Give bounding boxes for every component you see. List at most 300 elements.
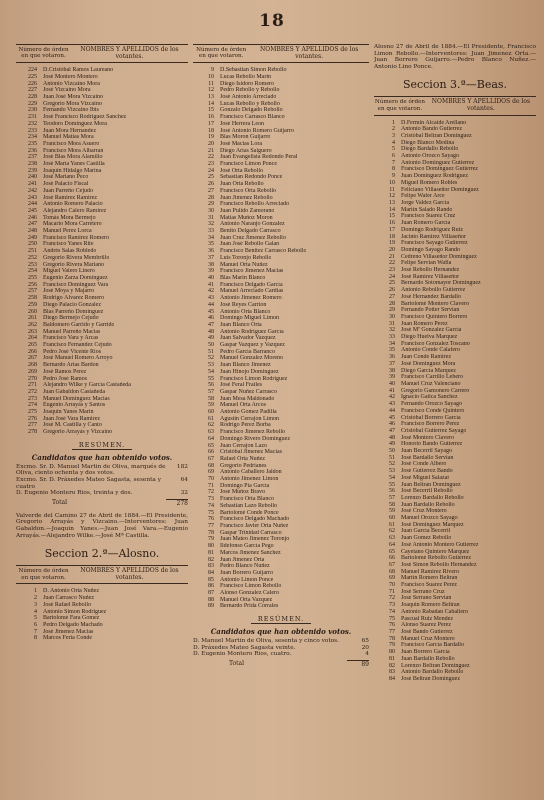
voter-row (193, 235, 369, 242)
voter-name: José Vizcaino Mora (43, 87, 91, 94)
voter-number: 44 (389, 407, 395, 414)
voter-number: 224 (28, 67, 37, 74)
voter-row (374, 401, 536, 408)
voter-number: 77 (389, 629, 395, 635)
voter-name: Manuel Perez Lorca (43, 228, 92, 235)
voter-number: 272 (28, 388, 37, 395)
voter-number: 1 (34, 588, 37, 595)
voter-name: Bartolomé Conde Ponce (220, 509, 279, 516)
voter-name: Juan Mesa Maldonado (220, 395, 275, 402)
candidate-vote-line (193, 645, 369, 652)
voter-number: 18 (389, 233, 395, 240)
voter-number: 40 (208, 274, 214, 281)
voter-number: 17 (208, 120, 214, 127)
voter-row (16, 141, 188, 148)
voter-row (374, 314, 536, 321)
voter-name: Luis Toronjo Rebollo (220, 254, 272, 261)
voter-number: 67 (389, 561, 395, 568)
column-header (16, 44, 188, 63)
voter-row (193, 590, 369, 597)
voter-number: 7 (392, 159, 395, 166)
voter-name: Diego Blanco Medina (401, 139, 454, 146)
voter-number: 263 (28, 328, 37, 335)
voter-row (374, 374, 536, 381)
voter-row (193, 121, 369, 128)
voter-row (16, 161, 188, 168)
voter-row (16, 195, 188, 202)
voter-name: Manuel Orta Vazquez (220, 596, 273, 603)
voter-name: Francisco Fernandez Cejudo (43, 342, 112, 349)
voter-number: 31 (389, 320, 395, 327)
voter-row (374, 294, 536, 301)
voter-name: Jorge Valdez García (401, 200, 450, 206)
voter-name: Blas Marin Blanco (220, 274, 266, 281)
voter-number: 50 (208, 342, 214, 349)
voter-row (374, 542, 536, 549)
column-header (16, 565, 188, 584)
voter-name: Miguel Romero Robles (401, 179, 458, 186)
voter-name: Jacinto Ramirez Villaseñor (401, 233, 466, 240)
voter-name: José Miguel Salazar (401, 474, 450, 481)
candidate-votes: 20 (361, 644, 369, 651)
voter-row (16, 228, 188, 235)
voter-number: 25 (208, 174, 214, 181)
voter-name: Cristóbal Jimenez Macias (220, 449, 282, 456)
voter-number: 20 (389, 246, 395, 253)
voter-number: 44 (208, 301, 214, 308)
voter-number: 31 (208, 214, 214, 221)
voter-number: 235 (28, 140, 37, 147)
voter-name: Antonio Vizcaino Mora (43, 80, 100, 87)
voter-row (374, 669, 536, 676)
voter-name: Francisco Gonzalez Toscano (401, 340, 470, 347)
voter-row (193, 523, 369, 530)
voter-number: 227 (28, 87, 37, 94)
voter-number: 69 (389, 575, 395, 582)
voter-row (16, 615, 188, 622)
voter-name: Antonio Orozco Sayago (401, 153, 459, 160)
voter-name: Matias Muñoz Moron (220, 214, 273, 221)
voter-number: 62 (208, 422, 214, 429)
voter-number: 37 (389, 360, 395, 367)
voter-name: Lorenzo Beltran Dominguez (401, 662, 470, 669)
voter-row (193, 563, 369, 570)
voter-name: Bartolomé Fara Gomez (43, 615, 100, 622)
voter-number: 47 (389, 427, 395, 434)
voter-name: Manuel Matias Mora (43, 134, 94, 141)
candidates-title: Candidatos que han obtenido votos. (210, 627, 352, 637)
voter-name: José Reyes Carrion (220, 301, 267, 308)
voter-name: Manuel Cruz Montero (401, 635, 455, 642)
voter-name: Benito Delgado Carrasco (220, 228, 281, 235)
voter-name: Antonio Dominguez Gutierrez (401, 159, 475, 166)
voter-row (16, 128, 188, 135)
voter-number: 43 (208, 295, 214, 302)
voter-row (374, 240, 536, 247)
voter-row (193, 128, 369, 135)
voter-row (193, 543, 369, 550)
voter-name: José Muñoz Bravo (220, 489, 265, 496)
voter-name: Domingo Rodriguez Ruiz (401, 226, 463, 233)
voter-number: 6 (392, 153, 395, 160)
voter-number: 81 (208, 549, 214, 556)
voter-number: 63 (208, 429, 214, 436)
voter-row (374, 636, 536, 643)
voter-number: 73 (208, 496, 214, 503)
voter-name: Diego Bardallo Rebollo (401, 146, 459, 153)
voter-name: Antonio Romero Palacio (43, 201, 103, 208)
voter-list (16, 588, 188, 642)
voter-number: 275 (28, 409, 37, 416)
voter-name: Gregorio Mora Vizcaino (43, 100, 102, 107)
voter-name: Teodoro Dominguez Mora (43, 120, 107, 127)
voter-row (374, 595, 536, 602)
voter-number: 26 (389, 287, 395, 294)
voter-number: 266 (28, 348, 37, 355)
voter-row (374, 267, 536, 274)
voter-row (193, 362, 369, 369)
voter-number: 259 (28, 301, 37, 308)
voter-row (374, 468, 536, 475)
voter-number: 244 (28, 201, 37, 208)
voter-number: 45 (389, 414, 395, 421)
voter-name: José Mariano Peco (43, 174, 89, 181)
voter-name: Juan Borrero García (401, 649, 450, 656)
voter-number: 19 (208, 134, 214, 141)
voter-number: 245 (28, 207, 37, 214)
voter-number: 83 (208, 563, 214, 570)
voter-number: 267 (28, 355, 37, 362)
voter-number: 6 (34, 621, 37, 628)
voter-name: Manuel Gonzalez Moreno (220, 355, 283, 362)
voter-name: Cedreno Villaseñor Dominguez (401, 253, 477, 260)
voter-number: 59 (208, 402, 214, 409)
voter-row (374, 307, 536, 314)
voter-name: Alejandro Calero Ramirez (43, 207, 107, 214)
voter-row (374, 227, 536, 234)
voter-number: 34 (389, 340, 395, 347)
voter-name: Gaspar Trinidad Carrasco (220, 529, 282, 536)
voter-name: Manuel Parreño Macias (43, 328, 101, 335)
voter-name: Miguel Valero Linero (43, 268, 95, 275)
voter-list (374, 120, 536, 683)
voter-row (16, 629, 188, 636)
voter-row (374, 180, 536, 187)
voter-row (193, 449, 369, 456)
voter-number: 268 (28, 362, 37, 369)
voter-name: Andrés Salas Robledo (43, 248, 97, 255)
voter-row (374, 495, 536, 502)
voter-number: 64 (208, 435, 214, 442)
header-number-label: Número de órden en que votaron. (18, 47, 69, 60)
voter-number: 274 (28, 402, 37, 409)
voter-name: Francisco Suarez Perez (401, 582, 457, 589)
voter-row (16, 609, 188, 616)
voter-name: Francisco Conde Quintero (401, 407, 465, 414)
voter-number: 9 (211, 67, 214, 74)
voter-name: José Serrano Cruz (401, 588, 445, 595)
voter-row (16, 268, 188, 275)
header-names-label: NOMBRES Y APELLIDOS de los votantes. (80, 46, 179, 60)
voter-row (374, 287, 536, 294)
voter-name: Francisco Limon Rebollo (220, 583, 282, 590)
voter-row (193, 282, 369, 289)
voter-name: Antonio Conde Calafero (401, 347, 460, 354)
voter-number: 87 (208, 590, 214, 597)
voter-number: 89 (208, 603, 214, 610)
voter-name: José M. Castilla y Canto (43, 422, 102, 429)
voter-number: 271 (28, 382, 37, 389)
voter-name: Francisco Sayago Gutierrez (401, 240, 468, 247)
voter-number: 13 (208, 94, 214, 100)
voter-name: Juan José Vara Ramirez (43, 415, 101, 422)
voter-row (193, 309, 369, 316)
voter-row (16, 262, 188, 269)
voter-row (193, 409, 369, 416)
voter-row (16, 215, 188, 222)
voter-name: Francisco Rebollo Arreciado (220, 201, 289, 208)
voter-number: 14 (389, 206, 395, 213)
voter-row (193, 550, 369, 557)
voter-name: Juan Jimenez Rebollo (220, 194, 273, 201)
voter-number: 79 (208, 536, 214, 543)
voter-row (16, 335, 188, 342)
voter-number: 28 (389, 300, 395, 307)
voter-name: Pedro Blanco Nuñez (220, 563, 270, 570)
voter-number: 20 (208, 140, 214, 147)
voter-number: 29 (389, 307, 395, 314)
voter-row (374, 327, 536, 334)
voter-row (374, 187, 536, 194)
voter-row (374, 415, 536, 422)
voter-row (193, 248, 369, 255)
voter-number: 11 (389, 186, 395, 193)
voter-list (16, 67, 188, 436)
voter-row (193, 583, 369, 590)
voter-name: Francisco Ramirez Romero (43, 234, 109, 241)
voter-number: 252 (28, 254, 37, 261)
voter-number: 24 (208, 167, 214, 174)
voter-number: 39 (389, 374, 395, 381)
candidate-text: D. Práxedes Mateo Sagasta veinte. (193, 644, 296, 651)
voter-row (374, 247, 536, 254)
voter-name: Francisco Yanes Rite (43, 241, 94, 248)
voter-name: Manuel Dominguez Macias (43, 395, 110, 402)
voter-row (16, 81, 188, 88)
voter-row (193, 181, 369, 188)
voter-row (193, 456, 369, 463)
voter-row (16, 322, 188, 329)
voter-row (193, 335, 369, 342)
voter-name: Juan Mateo Jimenez Toronjo (220, 536, 290, 543)
voter-row (374, 274, 536, 281)
voter-row (193, 188, 369, 195)
voter-number: 83 (389, 669, 395, 676)
voter-row (374, 301, 536, 308)
voter-name: José Montero Montero (43, 73, 98, 80)
voter-row (16, 221, 188, 228)
resumen-title: RESÚMEN. (72, 441, 132, 450)
voter-name: José Macias Lora (220, 140, 262, 147)
voter-name: Diego García Marquez (401, 367, 456, 374)
voter-row (193, 329, 369, 336)
voter-row (16, 396, 188, 403)
voter-number: 48 (208, 328, 214, 335)
voter-row (374, 347, 536, 354)
voter-number: 74 (389, 608, 395, 615)
voter-number: 52 (389, 461, 395, 468)
header-number-label: Número de órden en que votaron. (374, 99, 425, 112)
closing-paragraph: Valverde del Camino 27 de Abril de 1884.—El Presidente, Gregorio Arrayás y Vizcaino.—Interventores: Juan Gabaldon.—Joaquin Yanes.—Juan José Vara.—Eugenio Arrayás.—Alejandro Wilke.—José Mª Castilla. (16, 512, 188, 539)
voter-name: Agustin Cerrajon Limon (220, 415, 279, 422)
voter-name: José Simon Rebollo Hernandez (401, 561, 477, 568)
header-number-label: Número de órden en que votaron. (18, 568, 69, 581)
voter-row (374, 575, 536, 582)
voter-number: 33 (208, 228, 214, 235)
voter-number: 17 (389, 226, 395, 233)
voter-row (374, 522, 536, 529)
voter-row (16, 355, 188, 362)
voter-number: 10 (389, 179, 395, 186)
voter-name: José Dominguez Mora (401, 360, 456, 367)
voter-name: Manuel Orozco Sayago (401, 515, 458, 522)
voter-number: 51 (389, 454, 395, 461)
voter-number: 84 (208, 569, 214, 576)
voter-row (374, 166, 536, 173)
voter-name: Joaquin Hidalgo Marina (43, 167, 102, 174)
voter-name: Gregorio Gamonero Carrero (401, 387, 470, 394)
voter-name: Feliciano Villaseñor Dominguez (401, 186, 479, 193)
voter-name: Francisco Jimenez Rebollo (220, 429, 285, 436)
voter-row (193, 570, 369, 577)
voter-number: 23 (389, 267, 395, 274)
voter-name: José Blas Mora Alamillo (43, 154, 103, 161)
voter-number: 37 (208, 254, 214, 261)
voter-number: 22 (208, 154, 214, 161)
voter-number: 22 (389, 260, 395, 267)
voter-number: 42 (389, 394, 395, 401)
voter-number: 71 (208, 482, 214, 489)
voter-name: Diego Huelva Marquez (401, 334, 458, 341)
header-names-label: NOMBRES Y APELLIDOS de los votantes. (431, 98, 531, 112)
voter-row (374, 120, 536, 127)
voter-name: Francisco Delgado Machado (220, 516, 289, 523)
voter-number: 230 (28, 107, 37, 114)
voter-number: 41 (208, 281, 214, 288)
voter-name: Francisco Suarez Cruz (401, 213, 456, 220)
voter-row (16, 422, 188, 429)
voter-row (374, 220, 536, 227)
voter-row (193, 376, 369, 383)
voter-row (16, 134, 188, 141)
voter-row (193, 262, 369, 269)
voter-name: Gaspar Nuñez Carrasco (220, 388, 277, 395)
voter-number: 72 (389, 595, 395, 602)
voter-row (193, 208, 369, 215)
voter-name: Diego Bermejo Cejudo (43, 315, 99, 322)
voter-row (16, 114, 188, 121)
voter-row (193, 74, 369, 81)
voter-name: José Palacio Fiscal (43, 181, 89, 188)
voter-list (193, 67, 369, 610)
voter-number: 9 (392, 173, 395, 180)
candidate-text: D. Manuel Martin de Oliva, sesenta y cinco votos. (193, 638, 340, 645)
voter-number: 86 (208, 583, 214, 590)
voter-row (16, 282, 188, 289)
voter-name: Juan García Becerril (401, 528, 451, 535)
voter-name: Gregorio Rivera Mariano (43, 261, 104, 268)
voter-number: 47 (208, 321, 214, 328)
voter-number: 36 (208, 248, 214, 255)
voter-name: Martin Salado Rando (401, 206, 453, 213)
voter-name: Baldomero Garrido y Garrido (43, 321, 115, 328)
voter-name: José Mª Gonzalez García (401, 327, 462, 334)
voter-name: Antonio Gomez Padilla (220, 409, 277, 416)
voter-row (193, 503, 369, 510)
voter-number: 7 (34, 628, 37, 635)
voter-name: Francisco Limon Rodriguez (220, 375, 288, 382)
candidate-votes: 65 (361, 638, 369, 645)
voter-row (193, 422, 369, 429)
voter-number: 58 (208, 395, 214, 402)
voter-row (374, 589, 536, 596)
voter-number: 43 (389, 401, 395, 408)
voter-number: 74 (208, 502, 214, 509)
voter-number: 242 (28, 187, 37, 194)
voter-row (374, 341, 536, 348)
voter-number: 2 (34, 595, 37, 602)
voter-row (16, 87, 188, 94)
voter-number: 32 (389, 327, 395, 334)
voter-row (193, 141, 369, 148)
voter-name: Domingo Pia García (220, 482, 270, 489)
voter-name: Antonio Orta Blanco (220, 308, 271, 315)
voter-row (374, 193, 536, 200)
voter-number: 13 (389, 200, 395, 206)
voter-name: José María Yanes Castilla (43, 161, 105, 168)
total-value: 278 (166, 499, 188, 507)
voter-row (193, 369, 369, 376)
voter-row (193, 101, 369, 108)
voter-row (16, 369, 188, 376)
voter-name: Juan Cruz Jimenez Rebollo (220, 234, 286, 241)
voter-name: Cristóbal Borrero García (401, 414, 461, 421)
voter-row (374, 133, 536, 140)
voter-number: 70 (208, 476, 214, 483)
voter-row (374, 461, 536, 468)
voter-row (374, 482, 536, 489)
voter-number: 52 (208, 355, 214, 362)
voter-row (193, 429, 369, 436)
voter-name: Francisco Dominguez Gutierrez (401, 166, 478, 173)
voter-number: 66 (208, 449, 214, 456)
voter-row (374, 146, 536, 153)
voter-number: 15 (208, 107, 214, 114)
voter-row (193, 81, 369, 88)
voter-row (374, 629, 536, 636)
voter-number: 228 (28, 94, 37, 100)
voter-number: 249 (28, 234, 37, 241)
voter-row (374, 508, 536, 515)
voter-name: Cristóbal Gutierrez Sayago (401, 427, 467, 434)
voter-number: 66 (389, 555, 395, 562)
voter-number: 261 (28, 315, 37, 322)
candidate-vote-line (193, 651, 369, 658)
voter-name: José Hernandez Bardallo (401, 293, 461, 300)
voter-name: Diego Palacio Gonzalez (43, 301, 101, 308)
candidate-vote-line (16, 464, 188, 477)
voter-name: Bernardo Sotomayor Dominguez (401, 280, 481, 287)
